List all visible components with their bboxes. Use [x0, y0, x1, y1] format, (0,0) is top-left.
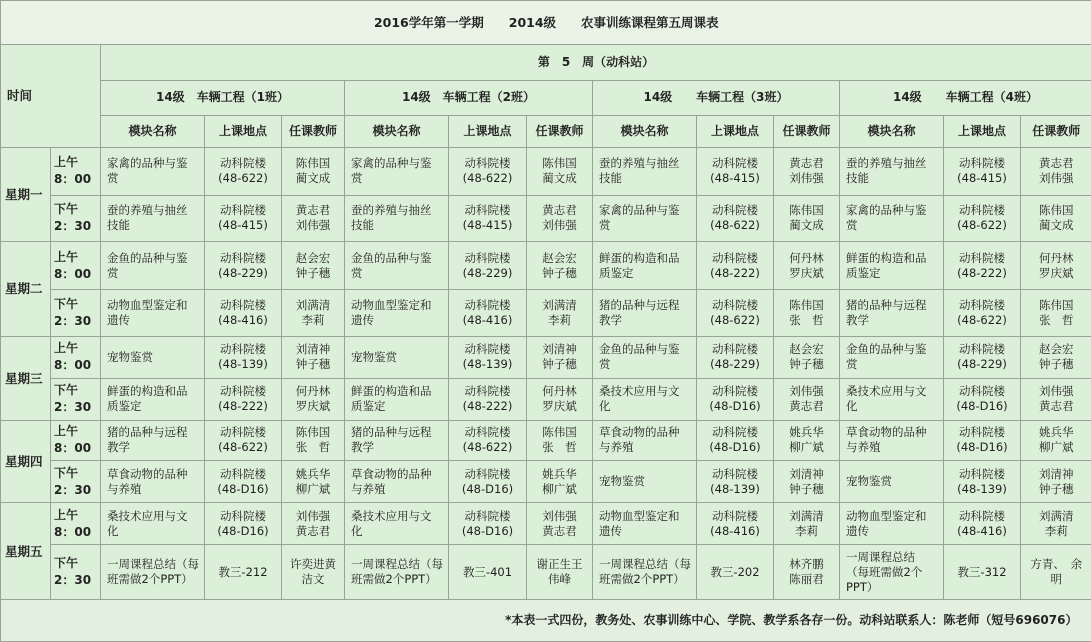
schedule-row [1, 147, 1091, 195]
module-name-cell: 蚕的养殖与抽丝 技能 [101, 195, 205, 241]
module-name-cell: 猪的品种与远程 教学 [840, 290, 944, 336]
schedule-row [1, 242, 1091, 290]
location-cell: 教三-202 [697, 545, 774, 599]
location-cell: 动科院楼 (48-D16) [449, 461, 527, 503]
col-header-location: 上课地点 [944, 115, 1021, 147]
teacher-cell: 刘伟强 黄志君 [1021, 378, 1091, 420]
teacher-cell: 刘清神 钟子穗 [282, 336, 345, 378]
schedule-row [1, 195, 1091, 241]
location-cell: 动科院楼 (48-D16) [205, 461, 282, 503]
module-name-cell: 草食动物的品种 与养殖 [101, 461, 205, 503]
teacher-cell: 何丹林 罗庆斌 [527, 378, 593, 420]
module-name-cell: 鲜蛋的构造和品 质鉴定 [840, 242, 944, 290]
module-name-cell: 猪的品种与远程 教学 [101, 420, 205, 460]
location-cell: 动科院楼 (48-622) [697, 195, 774, 241]
day-label: 星期三 [1, 336, 51, 420]
teacher-cell: 陈伟国 蔺文成 [282, 147, 345, 195]
teacher-cell: 黄志君 刘伟强 [774, 147, 840, 195]
location-cell: 动科院楼 (48-416) [449, 290, 527, 336]
teacher-cell: 何丹林 罗庆斌 [774, 242, 840, 290]
teacher-cell: 黄志君 刘伟强 [1021, 147, 1091, 195]
location-cell: 动科院楼 (48-622) [944, 195, 1021, 241]
schedule-row [1, 336, 1091, 378]
teacher-cell: 刘满清 李莉 [774, 503, 840, 545]
module-name-cell: 鲜蛋的构造和品 质鉴定 [101, 378, 205, 420]
module-name-cell: 动物血型鉴定和 遗传 [840, 503, 944, 545]
location-cell: 动科院楼 (48-D16) [205, 503, 282, 545]
location-cell: 动科院楼 (48-416) [205, 290, 282, 336]
module-name-cell: 家禽的品种与鉴 赏 [593, 195, 697, 241]
module-name-cell: 宠物鉴赏 [101, 336, 205, 378]
location-cell: 动科院楼 (48-415) [205, 195, 282, 241]
teacher-cell: 刘伟强 黄志君 [282, 503, 345, 545]
teacher-cell: 陈伟国 张 哲 [282, 420, 345, 460]
location-cell: 动科院楼 (48-139) [944, 461, 1021, 503]
location-cell: 动科院楼 (48-415) [944, 147, 1021, 195]
time-slot: 上午 8：00 [51, 242, 101, 290]
module-name-cell: 桑技术应用与文 化 [101, 503, 205, 545]
location-cell: 动科院楼 (48-229) [944, 336, 1021, 378]
schedule-row [1, 503, 1091, 545]
footer-note: *本表一式四份，教务处、农事训练中心、学院、教学系各存一份。动科站联系人：陈老师（短号696076） [1, 599, 1091, 641]
teacher-cell: 陈伟国 张 哲 [774, 290, 840, 336]
location-cell: 动科院楼 (48-416) [697, 503, 774, 545]
sheet-title: 2016学年第一学期 2014级 农事训练课程第五周课表 [1, 1, 1091, 45]
time-header: 时间 [1, 45, 101, 147]
teacher-cell: 赵会宏 钟子穗 [282, 242, 345, 290]
teacher-cell: 陈伟国 蔺文成 [774, 195, 840, 241]
teacher-cell: 赵会宏 钟子穗 [527, 242, 593, 290]
location-cell: 动科院楼 (48-139) [205, 336, 282, 378]
teacher-cell: 黄志君 刘伟强 [282, 195, 345, 241]
location-cell: 动科院楼 (48-139) [449, 336, 527, 378]
teacher-cell: 刘满清 李莉 [527, 290, 593, 336]
location-cell: 动科院楼 (48-222) [697, 242, 774, 290]
location-cell: 动科院楼 (48-222) [449, 378, 527, 420]
location-cell: 动科院楼 (48-229) [449, 242, 527, 290]
class-header-3: 14级 车辆工程（3班） [593, 81, 840, 115]
time-slot: 下午 2：30 [51, 290, 101, 336]
location-cell: 动科院楼 (48-622) [205, 147, 282, 195]
location-cell: 动科院楼 (48-139) [697, 461, 774, 503]
module-name-cell: 一周课程总结 （每班需做2个 PPT） [840, 545, 944, 599]
day-label: 星期一 [1, 147, 51, 241]
location-cell: 教三-212 [205, 545, 282, 599]
module-name-cell: 一周课程总结（每 班需做2个PPT） [101, 545, 205, 599]
teacher-cell: 姚兵华 柳广斌 [774, 420, 840, 460]
col-header-teacher: 任课教师 [1021, 115, 1091, 147]
location-cell: 教三-312 [944, 545, 1021, 599]
module-name-cell: 家禽的品种与鉴 赏 [345, 147, 449, 195]
location-cell: 动科院楼 (48-229) [697, 336, 774, 378]
teacher-cell: 姚兵华 柳广斌 [527, 461, 593, 503]
teacher-cell: 刘清神 钟子穗 [527, 336, 593, 378]
module-name-cell: 一周课程总结（每 班需做2个PPT） [593, 545, 697, 599]
time-slot: 下午 2：30 [51, 461, 101, 503]
module-name-cell: 动物血型鉴定和 遗传 [345, 290, 449, 336]
schedule-row [1, 290, 1091, 336]
teacher-cell: 黄志君 刘伟强 [527, 195, 593, 241]
teacher-cell: 何丹林 罗庆斌 [282, 378, 345, 420]
module-name-cell: 桑技术应用与文 化 [840, 378, 944, 420]
teacher-cell: 刘伟强 黄志君 [527, 503, 593, 545]
teacher-cell: 陈伟国 蔺文成 [1021, 195, 1091, 241]
teacher-cell: 何丹林 罗庆斌 [1021, 242, 1091, 290]
location-cell: 动科院楼 (48-416) [944, 503, 1021, 545]
schedule-row [1, 461, 1091, 503]
teacher-cell: 陈伟国 蔺文成 [527, 147, 593, 195]
module-name-cell: 蚕的养殖与抽丝 技能 [840, 147, 944, 195]
day-label: 星期四 [1, 420, 51, 502]
teacher-cell: 林齐鹏 陈丽君 [774, 545, 840, 599]
teacher-cell: 许奕进黄 洁文 [282, 545, 345, 599]
class-header-4: 14级 车辆工程（4班） [840, 81, 1091, 115]
location-cell: 动科院楼 (48-D16) [697, 420, 774, 460]
location-cell: 动科院楼 (48-415) [697, 147, 774, 195]
teacher-cell: 姚兵华 柳广斌 [1021, 420, 1091, 460]
module-name-cell: 猪的品种与远程 教学 [345, 420, 449, 460]
teacher-cell: 赵会宏 钟子穗 [1021, 336, 1091, 378]
time-slot: 上午 8：00 [51, 336, 101, 378]
time-slot: 下午 2：30 [51, 195, 101, 241]
teacher-cell: 陈伟国 张 哲 [527, 420, 593, 460]
teacher-cell: 刘满清 李莉 [282, 290, 345, 336]
module-name-cell: 家禽的品种与鉴 赏 [101, 147, 205, 195]
location-cell: 动科院楼 (48-222) [205, 378, 282, 420]
time-slot: 上午 8：00 [51, 503, 101, 545]
class-header-1: 14级 车辆工程（1班） [101, 81, 345, 115]
module-name-cell: 金鱼的品种与鉴 赏 [840, 336, 944, 378]
col-header-location: 上课地点 [205, 115, 282, 147]
location-cell: 动科院楼 (48-622) [205, 420, 282, 460]
module-name-cell: 金鱼的品种与鉴 赏 [593, 336, 697, 378]
module-name-cell: 猪的品种与远程 教学 [593, 290, 697, 336]
day-label: 星期二 [1, 242, 51, 336]
module-name-cell: 家禽的品种与鉴 赏 [840, 195, 944, 241]
module-name-cell: 宠物鉴赏 [345, 336, 449, 378]
col-header-teacher: 任课教师 [282, 115, 345, 147]
location-cell: 动科院楼 (48-D16) [944, 378, 1021, 420]
col-header-module: 模块名称 [593, 115, 697, 147]
location-cell: 动科院楼 (48-229) [205, 242, 282, 290]
col-header-location: 上课地点 [449, 115, 527, 147]
location-cell: 动科院楼 (48-D16) [697, 378, 774, 420]
col-header-module: 模块名称 [345, 115, 449, 147]
location-cell: 动科院楼 (48-622) [697, 290, 774, 336]
module-name-cell: 金鱼的品种与鉴 赏 [345, 242, 449, 290]
schedule-row [1, 420, 1091, 460]
week-header: 第 5 周（动科站） [101, 45, 1091, 81]
schedule-row [1, 378, 1091, 420]
time-slot: 上午 8：00 [51, 420, 101, 460]
location-cell: 教三-401 [449, 545, 527, 599]
col-header-teacher: 任课教师 [774, 115, 840, 147]
schedule-row [1, 545, 1091, 599]
module-name-cell: 宠物鉴赏 [840, 461, 944, 503]
teacher-cell: 刘清神 钟子穗 [774, 461, 840, 503]
teacher-cell: 赵会宏 钟子穗 [774, 336, 840, 378]
teacher-cell: 刘清神 钟子穗 [1021, 461, 1091, 503]
location-cell: 动科院楼 (48-415) [449, 195, 527, 241]
teacher-cell: 刘满清 李莉 [1021, 503, 1091, 545]
time-slot: 下午 2：30 [51, 545, 101, 599]
module-name-cell: 一周课程总结（每 班需做2个PPT） [345, 545, 449, 599]
location-cell: 动科院楼 (48-D16) [944, 420, 1021, 460]
module-name-cell: 桑技术应用与文 化 [345, 503, 449, 545]
module-name-cell: 桑技术应用与文 化 [593, 378, 697, 420]
module-name-cell: 草食动物的品种 与养殖 [345, 461, 449, 503]
teacher-cell: 刘伟强 黄志君 [774, 378, 840, 420]
col-header-module: 模块名称 [101, 115, 205, 147]
module-name-cell: 金鱼的品种与鉴 赏 [101, 242, 205, 290]
teacher-cell: 谢正生王 伟峰 [527, 545, 593, 599]
teacher-cell: 姚兵华 柳广斌 [282, 461, 345, 503]
col-header-location: 上课地点 [697, 115, 774, 147]
day-label: 星期五 [1, 503, 51, 600]
module-name-cell: 蚕的养殖与抽丝 技能 [593, 147, 697, 195]
time-slot: 上午 8：00 [51, 147, 101, 195]
module-name-cell: 动物血型鉴定和 遗传 [101, 290, 205, 336]
module-name-cell: 草食动物的品种 与养殖 [593, 420, 697, 460]
schedule-body [1, 147, 1091, 599]
module-name-cell: 动物血型鉴定和 遗传 [593, 503, 697, 545]
location-cell: 动科院楼 (48-622) [449, 420, 527, 460]
col-header-teacher: 任课教师 [527, 115, 593, 147]
module-name-cell: 草食动物的品种 与养殖 [840, 420, 944, 460]
module-name-cell: 鲜蛋的构造和品 质鉴定 [345, 378, 449, 420]
time-slot: 下午 2：30 [51, 378, 101, 420]
location-cell: 动科院楼 (48-622) [944, 290, 1021, 336]
location-cell: 动科院楼 (48-622) [449, 147, 527, 195]
location-cell: 动科院楼 (48-D16) [449, 503, 527, 545]
module-name-cell: 蚕的养殖与抽丝 技能 [345, 195, 449, 241]
class-header-2: 14级 车辆工程（2班） [345, 81, 593, 115]
location-cell: 动科院楼 (48-222) [944, 242, 1021, 290]
teacher-cell: 陈伟国 张 哲 [1021, 290, 1091, 336]
module-name-cell: 鲜蛋的构造和品 质鉴定 [593, 242, 697, 290]
teacher-cell: 方青、 余 明 [1021, 545, 1091, 599]
module-name-cell: 宠物鉴赏 [593, 461, 697, 503]
col-header-module: 模块名称 [840, 115, 944, 147]
